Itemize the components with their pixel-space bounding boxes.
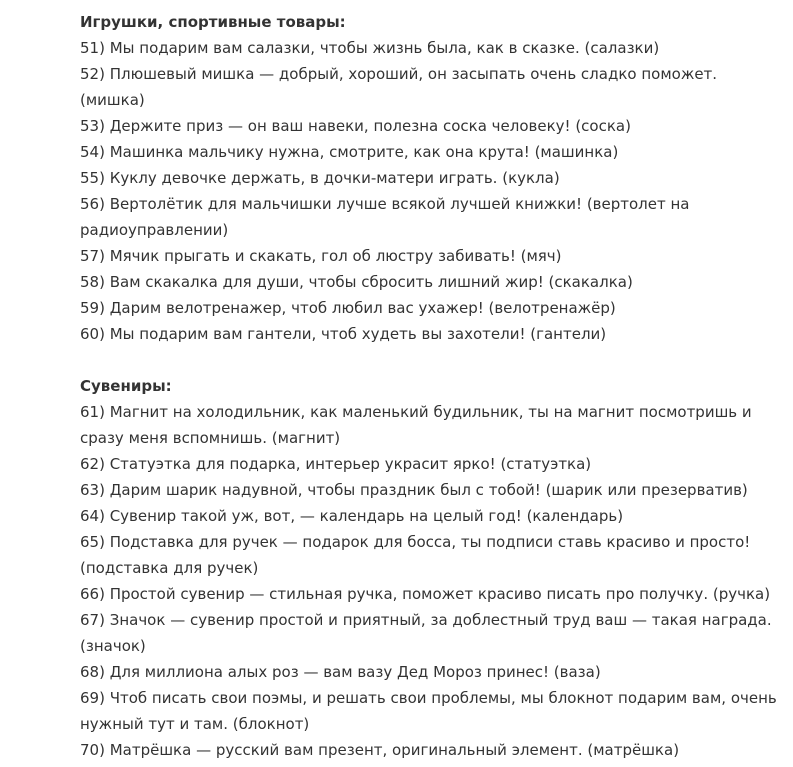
list-item: 67) Значок — сувенир простой и приятный, за доблестный труд ваш — такая награда. (значок)	[80, 611, 772, 655]
item-list	[80, 35, 780, 347]
list-item: 63) Дарим шарик надувной, чтобы праздник был с тобой! (шарик или презерватив)	[80, 481, 748, 499]
list-item: 52) Плюшевый мишка — добрый, хороший, он засыпать очень сладко поможет. (мишка)	[80, 65, 718, 109]
list-item: 54) Машинка мальчику нужна, смотрите, как она крута! (машинка)	[80, 143, 619, 161]
list-item: 61) Магнит на холодильник, как маленький будильник, ты на магнит посмотришь и сразу меня вспомнишь. (магнит)	[80, 403, 752, 447]
list-item: 60) Мы подарим вам гантели, чтоб худеть вы захотели! (гантели)	[80, 325, 607, 343]
list-item: 58) Вам скакалка для души, чтобы сбросить лишний жир! (скакалка)	[80, 273, 633, 291]
list-item: 65) Подставка для ручек — подарок для босса, ты подписи ставь красиво и просто! (подставка для ручек)	[80, 533, 751, 577]
list-item: 70) Матрёшка — русский вам презент, оригинальный элемент. (матрёшка)	[80, 741, 680, 759]
list-item: 68) Для миллиона алых роз — вам вазу Дед Мороз принес! (ваза)	[80, 663, 601, 681]
list-item: 62) Статуэтка для подарка, интерьер украсит ярко! (статуэтка)	[80, 455, 592, 473]
list-item: 69) Чтоб писать свои поэмы, и решать свои проблемы, мы блокнот подарим вам, очень нужный тут и там. (блокнот)	[80, 689, 777, 733]
list-item: 51) Мы подарим вам салазки, чтобы жизнь была, как в сказке. (салазки)	[80, 39, 660, 57]
list-item: 56) Вертолётик для мальчишки лучше всякой лучшей книжки! (вертолет на радиоуправлении)	[80, 195, 690, 239]
section-title: Сувениры:	[80, 377, 172, 395]
section-title: Игрушки, спортивные товары:	[80, 13, 346, 31]
list-item: 57) Мячик прыгать и скакать, гол об люстру забивать! (мяч)	[80, 247, 562, 265]
list-item: 53) Держите приз — он ваш навеки, полезна соска человеку! (соска)	[80, 117, 631, 135]
list-item: 64) Сувенир такой уж, вот, — календарь на целый год! (календарь)	[80, 507, 624, 525]
item-list	[80, 399, 780, 763]
list-item: 66) Простой сувенир — стильная ручка, поможет красиво писать про получку. (ручка)	[80, 585, 771, 603]
document-body	[80, 9, 780, 763]
section-toys-sports	[80, 9, 780, 347]
list-item: 59) Дарим велотренажер, чтоб любил вас ухажер! (велотренажёр)	[80, 299, 616, 317]
list-item: 55) Куклу девочке держать, в дочки-матери играть. (кукла)	[80, 169, 560, 187]
section-souvenirs	[80, 373, 780, 763]
